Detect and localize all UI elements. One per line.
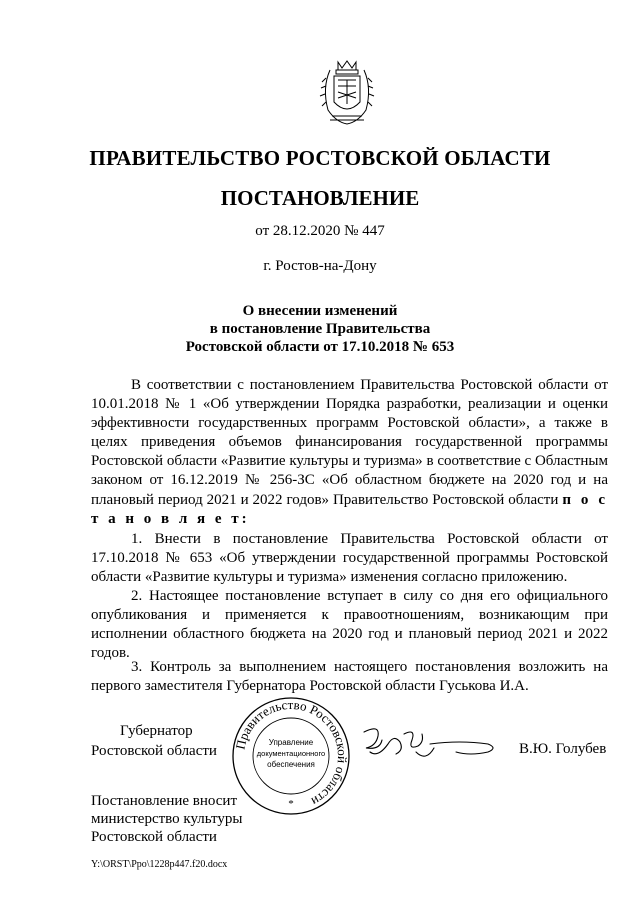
introducer-line: Постановление вносит bbox=[91, 793, 238, 809]
preamble-paragraph bbox=[91, 376, 608, 529]
subject-line: О внесении изменений bbox=[242, 303, 398, 319]
introducer-block bbox=[91, 792, 243, 846]
stamp-inner-line: документационного bbox=[256, 749, 326, 758]
introducer-line: Ростовской области bbox=[91, 829, 217, 845]
document-type: ПОСТАНОВЛЕНИЕ bbox=[220, 186, 420, 210]
coat-of-arms-icon bbox=[316, 58, 378, 130]
official-stamp bbox=[230, 695, 352, 817]
stamp-inner-line: Управление bbox=[268, 738, 314, 747]
resolution-item-3 bbox=[91, 658, 608, 696]
preamble-text: В соответствии с постановлением Правительства Ростовской области от 10.01.2018 № 1 «Об утверждении Порядка разработки, реализации и оценки эффективности государственных программ Ростовской области», а также в целях приведения объемов финансирования государственной программы Ростовской области «Развитие культуры и туризма» в соответствие с Областным законом от 16.12.2019 № 256-ЗС «Об областном бюджете на 2020 год и на плановый период 2021 и 2022 годов» Правительство Ростовской области bbox=[91, 377, 608, 508]
signatory-title-line: Ростовской области bbox=[91, 743, 217, 759]
item-text: 3. Контроль за выполнением настоящего постановления возложить на первого заместителя Губернатора Ростовской области Гуськова И.А. bbox=[91, 659, 608, 695]
organization-title: ПРАВИТЕЛЬСТВО РОСТОВСКОЙ ОБЛАСТИ bbox=[89, 146, 551, 170]
file-path: Y:\ORST\Ppo\1228p447.f20.docx bbox=[91, 859, 228, 870]
subject-line: в постановление Правительства bbox=[209, 321, 431, 337]
signatory-title-line: Губернатор bbox=[120, 723, 193, 739]
subject-line: Ростовской области от 17.10.2018 № 653 bbox=[185, 339, 455, 355]
stamp-outer-text: Правительство Ростовской области bbox=[232, 696, 351, 810]
document-date-number: от 28.12.2020 № 447 bbox=[255, 223, 385, 239]
resolution-item-2 bbox=[91, 587, 608, 663]
stamp-star: * bbox=[288, 798, 294, 810]
document-subject bbox=[0, 302, 640, 356]
resolve-word: п о с т а н о в л я е т: bbox=[91, 491, 608, 527]
signatory-title bbox=[91, 721, 217, 761]
introducer-line: министерство культуры bbox=[91, 811, 243, 827]
item-text: 1. Внести в постановление Правительства Ростовской области от 17.10.2018 № 653 «Об утверждении государственной программы Ростовской области «Развитие культуры и туризма» изменения согласно приложению. bbox=[91, 531, 608, 586]
document-city: г. Ростов-на-Дону bbox=[263, 258, 377, 274]
handwritten-signature-icon bbox=[360, 722, 500, 767]
signatory-name: В.Ю. Голубев bbox=[519, 741, 607, 757]
stamp-inner-line: обеспечения bbox=[267, 760, 315, 769]
item-text: 2. Настоящее постановление вступает в силу со дня его официального опубликования и применяется к правоотношениям, возникающим при исполнении областного бюджета на 2020 год и плановый период 2021 и 2022 годов. bbox=[91, 588, 608, 662]
resolution-item-1 bbox=[91, 530, 608, 587]
